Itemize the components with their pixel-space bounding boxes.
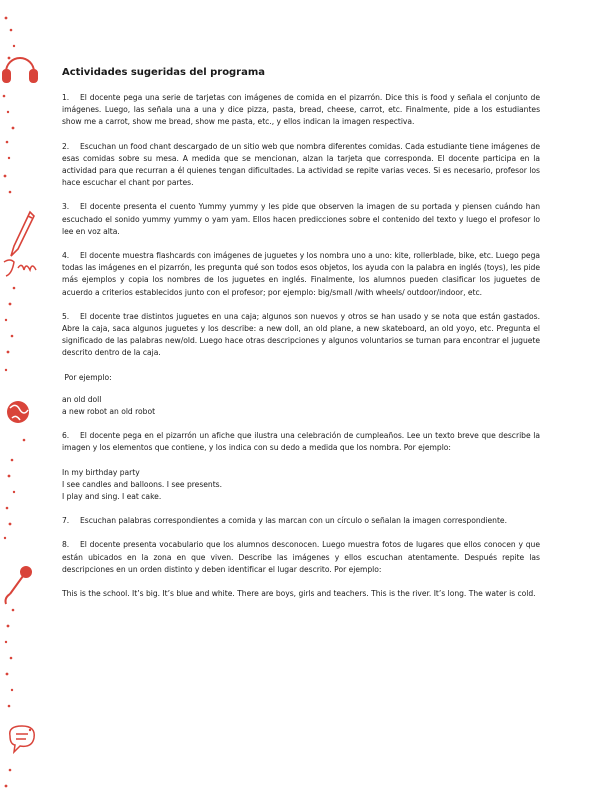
- activity-8: [62, 539, 540, 576]
- item-text: El docente pega una serie de tarjetas con imágenes de comida en el pizarrón. Dice this is food y señala el conjunto de imágenes. Luego, las señala una a una y dice pizza, pasta, bread, cheese, carrot, etc. Finalmente, pide a los estudiantes show me a carrot, show me bread, show me pasta, etc., y ellos indican la imagen respectiva.: [62, 93, 540, 127]
- document-title: Actividades sugeridas del programa: [62, 67, 265, 78]
- example-line: an old doll: [62, 394, 102, 404]
- activity-2: [62, 141, 540, 190]
- example-line: a new robot an old robot: [62, 407, 156, 417]
- item-text: El docente muestra flashcards con imágenes de juguetes y los nombra uno a uno: kite, rollerblade, bike, etc. Luego pega todas las imágenes en el pizarrón, les pregunta qué son todos esos objetos, los ayuda con la palabra en inglés (toys), les pide más ejemplos y copia los nombres de los juguetes en inglés. Finalmente, los alumnos pueden clasificar los juguetes de acuerdo a criterios establecidos junto con el profesor; por ejemplo: big/small /with wheels/ outdoor/indoor, etc.: [62, 251, 540, 297]
- item-text: Escuchan palabras correspondientes a comida y las marcan con un círculo o señalan la imagen correspondiente.: [80, 516, 507, 526]
- closing-example: This is the school. It’s big. It’s blue and white. There are boys, girls and teachers. This is the river. It’s long. The water is cold.: [62, 589, 536, 599]
- item-number: 5.: [62, 311, 70, 321]
- item-text: El docente trae distintos juguetes en una caja; algunos son nuevos y otros se han usado y se nota que están gastados. Abre la caja, saca algunos juguetes y los describe: a new doll, an old plane, a new skateboard, an old yoyo, etc. Pregunta el significado de las palabras new/old. Luego hace otras descripciones y algunos voluntarios se turnan para encontrar el juguete descrito dentro de la caja.: [62, 311, 540, 358]
- poem-line: In my birthday party: [62, 467, 140, 477]
- globe-icon: [7, 401, 29, 423]
- item-number: 7.: [62, 516, 70, 526]
- example-label: Por ejemplo:: [64, 372, 112, 382]
- example-lines: [62, 394, 540, 418]
- margin-decoration: [0, 0, 48, 800]
- poem-lines: [62, 467, 540, 504]
- headphones-icon: [3, 58, 37, 82]
- item-number: 3.: [62, 202, 70, 212]
- item-text: El docente presenta el cuento Yummy yummy y les pide que observen la imagen de su portada y piensen cuándo han escuchado el sonido yummy yummy o yam yam. Ellos hacen predicciones sobre el contenido del texto y luego el profesor lo lee en voz alta.: [62, 202, 540, 236]
- item-text: El docente pega en el pizarrón un afiche que ilustra una celebración de cumpleaños. Lee un texto breve que describe la imagen y los elementos que contiene, y los indica con su dedo a medida que los nombra. Por ejemplo:: [62, 431, 540, 453]
- item-text: El docente presenta vocabulario que los alumnos desconocen. Luego muestra fotos de lugares que ellos conocen y que están ubicados en la zona en que viven. Describe las imágenes y ellos escuchan atentamente. Después repite las descripciones en un orden distinto y deben identificar el lugar descrito. Por ejemplo:: [62, 540, 540, 574]
- activity-3: [62, 201, 540, 238]
- activity-1: [62, 92, 540, 129]
- item-number: 1.: [62, 93, 70, 102]
- activity-4: [62, 250, 540, 299]
- poem-line: I play and sing. I eat cake.: [62, 492, 162, 502]
- jam-scribble: [4, 260, 36, 276]
- poem-line: I see candles and balloons. I see presents.: [62, 479, 223, 489]
- document-body: [62, 66, 540, 612]
- activity-7: [62, 515, 540, 527]
- pencil-icon: [11, 212, 34, 256]
- activity-6: [62, 430, 540, 454]
- item-number: 4.: [62, 251, 70, 261]
- activity-5: [62, 311, 540, 360]
- microphone-icon: [6, 567, 32, 604]
- item-number: 2.: [62, 141, 70, 151]
- item-text: Escuchan un food chant descargado de un sitio web que nombra diferentes comidas. Cada estudiante tiene imágenes de esas comidas sobre su mesa. A medida que se mencionan, alzan la tarjeta que corresponda. El docente participa en la actividad para que recurran a él quienes tengan dificultades. La actividad se repite varias veces. Si es necesario, profesor los hace escuchar el chant por partes.: [62, 141, 540, 188]
- item-number: 6.: [62, 431, 70, 441]
- item-number: 8.: [62, 540, 70, 550]
